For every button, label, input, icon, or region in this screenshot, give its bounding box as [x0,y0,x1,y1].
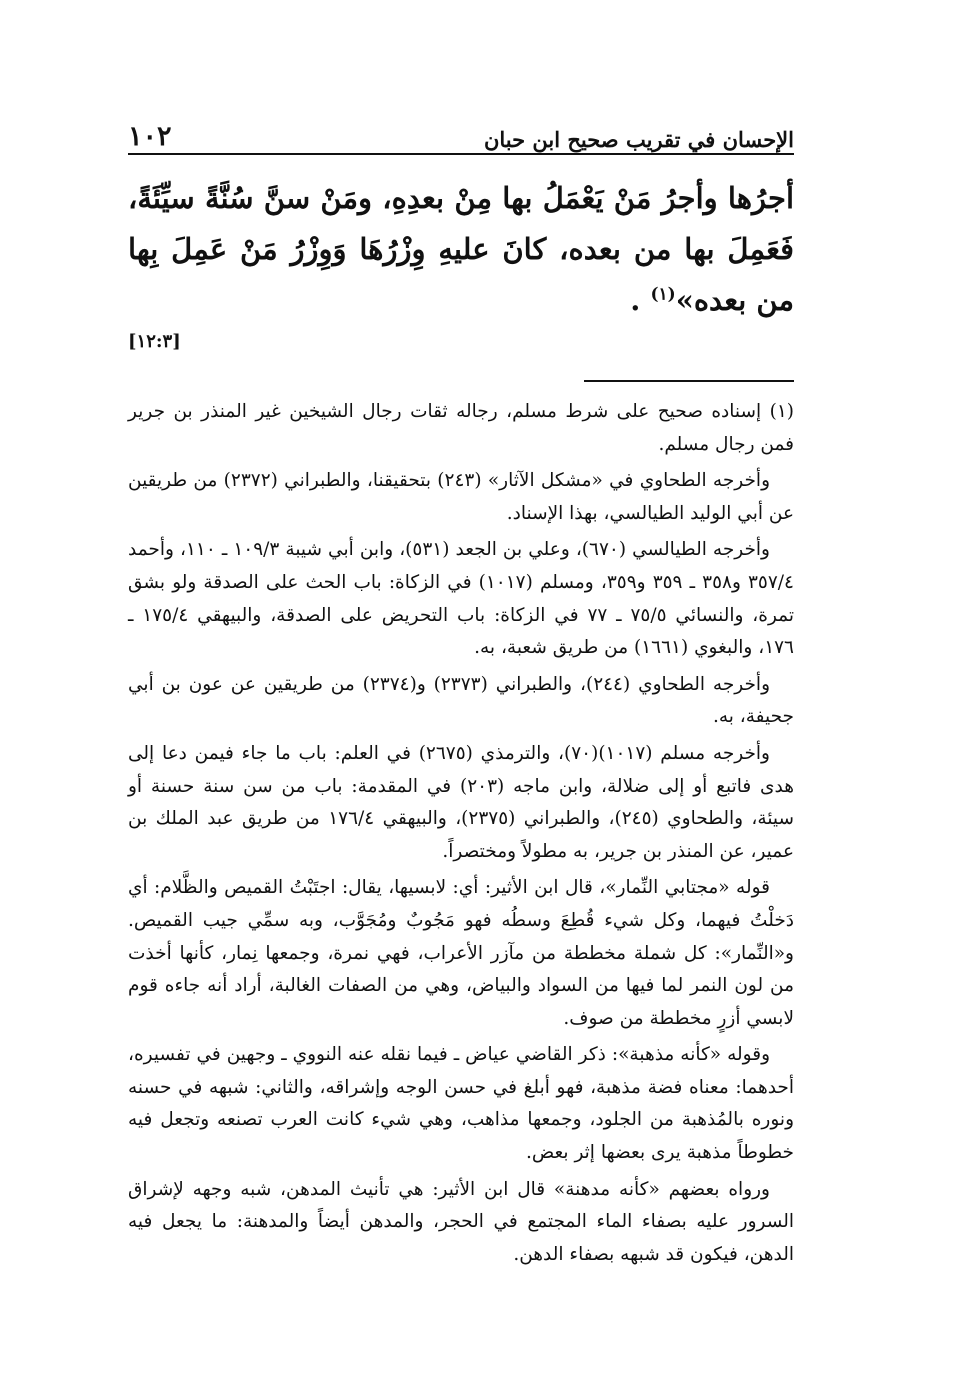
hadith-text: أجرُها وأجرُ مَنْ يَعْمَلُ بها مِنْ بعدِهِ، ومَنْ سنَّ سُنَّةً سيِّئَةً، فَعَمِلَ بها من بعده، كانَ عليهِ وِزْرُهَا وَوِزْرُ مَنْ عَمِلَ بِها من بعده» [128,181,794,317]
footnote-paragraph: وقوله «كأنه مذهبة»: ذكر القاضي عياض ـ فيما نقله عنه النووي ـ وجهين في تفسيره، أحدهما: معناه فضة مذهبة، فهو أبلغ في حسن الوجه وإشراقه، والثاني: شبهه في حسنه ونوره بالمُذهبة من الجلود، وجمعها مذاهب، وهي شيء كانت العرب تصنعه وتجعل فيه خطوطاً مذهبة يرى بعضها إثر بعض. [128,1044,794,1164]
header-rule [128,153,794,155]
footnote-paragraph: (١) إسناده صحيح على شرط مسلم، رجاله ثقات رجال الشيخين غير المنذر بن جرير فمن رجال مسلم. [128,401,794,455]
footnote-paragraph: قوله «مجتابي النِّمار»، قال ابن الأثير: أي: لابسيها، يقال: اجتَبْتُ القميص والظَّلام: أي دَخلْتُ فيهما، وكل شيء قُطِعَ وسطُه فهو مَجُوبٌ ومُجَوَّب، وبه سمِّي جيب القميص. و«النِّمار»: كل شملة مخططة من مآزر الأعراب، فهي نمرة، وجمعها نِمار، كأنها أخذت من لون النمر لما فيها من السواد والبياض، وهي من الصفات الغالبة، أراد أنه جاءه قوم لابسي أزرٍ مخططة من صوف. [128,877,794,1029]
reference-code: [١٢:٣] [128,331,181,352]
page-number: ١٠٢ [128,121,172,152]
footnote-paragraph: وأخرجه الطحاوي في «مشكل الآثار» (٢٤٣) بتحقيقنا، والطبراني (٢٣٧٢) من طريقين عن أبي الوليد الطيالسي، بهذا الإسناد. [128,470,794,524]
footnote-paragraph: وأخرجه الطحاوي (٢٤٤)، والطبراني (٢٣٧٣) و(٢٣٧٤) من طريقين عن عون بن أبي جحيفة، به. [128,673,794,728]
footnote-separator [584,380,794,382]
hadith-end-mark: . [630,283,651,317]
footnote-paragraph: وأخرجه مسلم (١٠١٧)(٧٠)، والترمذي (٢٦٧٥) في العلم: باب ما جاء فيمن دعا إلى هدى فاتبع أو إلى ضلالة، وابن ماجه (٢٠٣) في المقدمة: باب من سن سنة حسنة أو سيئة، والطحاوي (٢٤٥)، والطبراني (٢٣٧٥)، والبيهقي ١٧٦/٤ من طريق عبد الملك بن عمير، عن المنذر بن جرير، به مطولاً ومختصراً. [128,742,795,862]
hadith-text-block [128,173,794,326]
footnotes-section [128,396,794,1271]
footnote-reference: (١) [650,284,676,305]
running-title: الإحسان في تقريب صحيح ابن حبان [483,127,794,152]
page-header [128,108,794,150]
footnote-paragraph: وأخرجه الطيالسي (٦٧٠)، وعلي بن الجعد (٥٣١)، وابن أبي شيبة ١٠٩/٣ ـ ١١٠، وأحمد ٣٥٧/٤ و٣٥٨ ـ ٣٥٩ و٣٥٩، ومسلم (١٠١٧) في الزكاة: باب الحث على الصدقة ولو بشق تمرة، والنسائي ٧٥/٥ ـ ٧٧ في الزكاة: باب التحريض على الصدقة، والبيهقي ١٧٥/٤ ـ ١٧٦، والبغوي (١٦٦١) من طريق شعبة، به. [128,539,794,659]
footnote-paragraph: ورواه بعضهم «كأنه مدهنة» قال ابن الأثير: هي تأنيث المدهن، شبه وجهه لإشراق السرور عليه بصفاء الماء المجتمع في الحجر، والمدهن أيضاً والمدهنة: ما يجعل فيه الدهن، فيكون قد شبهه بصفاء الدهن. [128,1178,794,1265]
book-page [128,108,794,1308]
